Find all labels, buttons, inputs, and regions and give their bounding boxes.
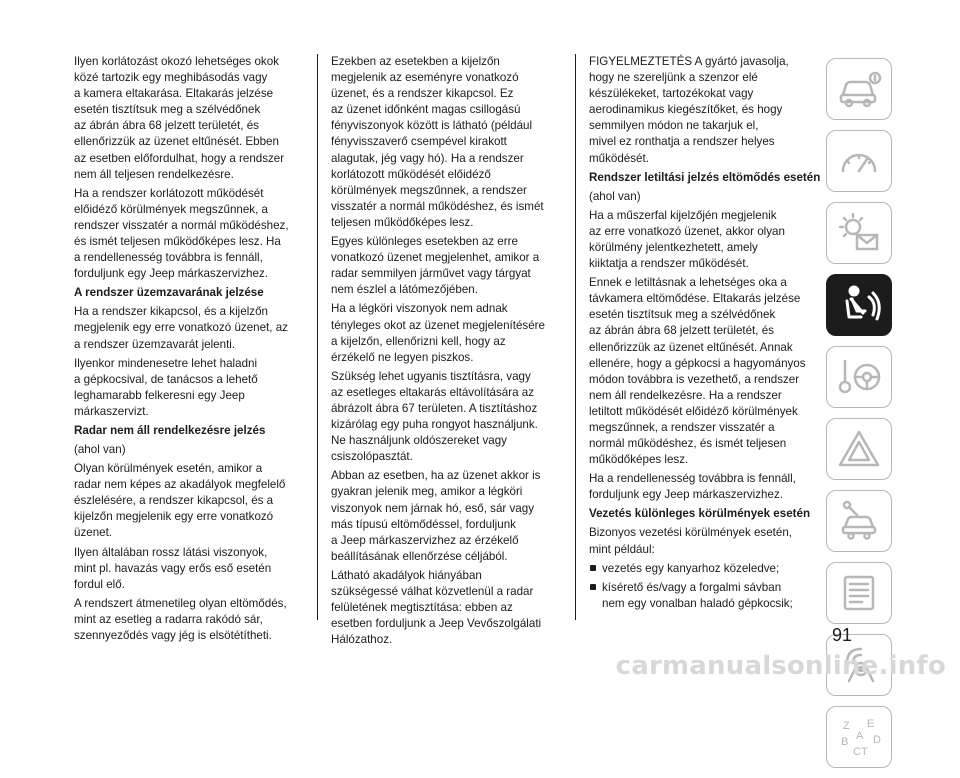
paragraph: Ha a légköri viszonyok nem adnak tényleges okot az üzenet megjelenítésére a kijelzőn, ellenőrizni kell, hogy az érzékelő ne legyen piszkos.: [331, 302, 545, 364]
svg-text:D: D: [873, 734, 881, 746]
svg-text:C: C: [853, 746, 861, 758]
tab-maintenance[interactable]: [826, 490, 892, 552]
paragraph: (ahol van): [74, 442, 126, 456]
list-item: kísérető és/vagy a forgalmi sávban nem egy vonalban haladó gépkocsik;: [589, 580, 825, 612]
tab-dashboard[interactable]: [826, 130, 892, 192]
specifications-list-icon: [835, 571, 883, 615]
list-item: vezetés egy kanyarhoz közeledve;: [589, 561, 825, 577]
seat-safety-airbag-icon: [835, 283, 883, 327]
tab-index[interactable]: [826, 706, 892, 768]
paragraph: Olyan körülmények esetén, amikor a radar nem képes az akadályok megfelelő észlelésére, a rendszer kikapcsol, és a kijelzőn megjelenik egy erre vonatkozó üzenet.: [74, 462, 286, 540]
paragraph: Szükség lehet ugyanis tisztításra, vagy az esetleges eltakarás eltávolítására az ábrázolt ábra 67 területen. A tisztításhoz kizárólag egy puha rongyot használjunk. Ne használjunk oldószereket vagy csiszolópasztát.: [331, 369, 538, 464]
svg-text:A: A: [856, 730, 864, 742]
lights-sun-envelope-icon: [835, 211, 883, 255]
section-heading: A rendszer üzemzavarának jelzése: [74, 286, 264, 300]
paragraph: Ha a rendszer kikapcsol, és a kijelzőn megjelenik egy erre vonatkozó üzenet, az a rendszer üzemzavarát jelenti.: [74, 305, 288, 351]
tab-safety[interactable]: [826, 274, 892, 336]
paragraph: Ha a műszerfal kijelzőjén megjelenik az erre vonatkozó üzenet, akkor olyan körülmény jelentkezhetett, amely kiiktatja a rendszer működését.: [589, 208, 785, 271]
paragraph: (ahol van): [589, 189, 641, 203]
paragraph: Egyes különleges esetekben az erre vonatkozó üzenet megjelenhet, amikor a radar semmilyen járművet vagy tárgyat nem észlel a látómezőjében.: [331, 235, 540, 297]
tab-specifications[interactable]: [826, 562, 892, 624]
paragraph: Ha a rendellenesség továbbra is fennáll, forduljunk egy Jeep márkaszervizhez.: [589, 472, 796, 502]
paragraph: Ilyen általában rossz látási viszonyok, mint pl. havazás vagy erős eső esetén fordul elő.: [74, 545, 272, 591]
text-column-3: [589, 54, 825, 615]
alphabetical-index-icon: [835, 715, 883, 759]
svg-text:Z: Z: [843, 720, 850, 732]
section-heading: Vezetés különleges körülmények esetén: [589, 507, 811, 521]
svg-text:E: E: [867, 718, 875, 730]
watermark: carmanualsonline.info: [615, 651, 946, 681]
tab-car-info[interactable]: [826, 58, 892, 120]
paragraph: Ilyen korlátozást okozó lehetséges okok közé tartozik egy meghibásodás vagy a kamera eltakarása. Eltakarás jelzése esetén tisztítsuk meg a szélvédőnek az ábrán ábra 68 jelzett területét, és ellenőrizzük az üzenet eltűnését. Ebben az esetben előfordulhat, hogy a rendszer nem áll teljesen rendelkezésre.: [74, 55, 285, 181]
section-heading: Rendszer letiltási jelzés eltömődés esetén: [589, 170, 821, 184]
svg-text:T: T: [861, 746, 868, 758]
tab-emergency[interactable]: [826, 418, 892, 480]
paragraph: A rendszert átmenetileg olyan eltömődés, mint az esetleg a radarra rakódó sár, szennyeződés vagy jég is elsötétítheti.: [74, 596, 287, 642]
dashboard-gauge-icon: [835, 139, 883, 183]
tab-starting-driving[interactable]: [826, 346, 892, 408]
paragraph: Ilyenkor mindenesetre lehet haladni a gépkocsival, de tanácsos a lehető leghamarabb felkeresni egy Jeep márkaszervizt.: [74, 356, 258, 418]
tab-lights[interactable]: [826, 202, 892, 264]
text-column-1: [74, 54, 310, 647]
text-column-2: [331, 54, 567, 651]
wrench-car-icon: [835, 499, 883, 543]
paragraph: Bizonyos vezetési körülmények esetén, mint például:: [589, 526, 792, 556]
paragraph: Ha a rendszer korlátozott működését előidéző körülmények megszűnnek, a rendszer visszatér a normál működéshez, és ismét teljesen működőképes lesz. Ha a rendellenesség továbbra is fennáll, forduljunk egy Jeep márkaszervizhez.: [74, 186, 289, 281]
column-divider: [317, 54, 318, 620]
warning-paragraph: FIGYELMEZTETÉS A gyártó javasolja, hogy ne szereljünk a szenzor elé készülékeket, tartozékokat vagy aerodinamikus kiegészítőket, és hogy semmilyen módon ne takarjuk el, mivel ez ronthatja a rendszer helyes működését.: [589, 55, 789, 165]
car-info-icon: [835, 67, 883, 111]
section-heading: Radar nem áll rendelkezésre jelzés: [74, 423, 266, 437]
svg-text:B: B: [841, 736, 849, 748]
paragraph: Látható akadályok hiányában szükségessé válhat közvetlenül a radar felületének megtisztítása: ebben az esetben forduljunk a Jeep Vevőszolgálati Hálózathoz.: [331, 568, 542, 647]
page-number: 91: [832, 625, 853, 645]
paragraph: Ezekben az esetekben a kijelzőn megjelenik az eseményre vonatkozó üzenet, és a rendszer kikapcsol. Ez az üzenet időnként magas csillogású fényviszonyok között is látható (például fényvisszaverő csempével kirakott alagutak, jég vagy hó). Ha a rendszer korlátozott működését előidéző körülmények megszűnnek, a rendszer visszatér a normál működéshez, és ismét teljesen működőképes lesz.: [331, 55, 544, 229]
paragraph: Abban az esetben, ha az üzenet akkor is gyakran jelenik meg, amikor a légköri viszonyok nem járnak hó, eső, sár vagy más típusú eltömődéssel, forduljunk a Jeep márkaszervizhez az érzékelő beállításának ellenőrzése céljából.: [331, 469, 541, 563]
steering-wheel-key-icon: [835, 355, 883, 399]
paragraph: Ennek e letiltásnak a lehetséges oka a távkamera eltömődése. Eltakarás jelzése esetén tisztítsuk meg a szélvédőnek az ábrán ábra 68 jelzett területét, és ellenőrizzük az üzenet eltűnését. Annak ellenére, hogy a gépkocsi a hagyományos módon továbbra is vezethető, a rendszer nem áll rendelkezésre. Ha a rendszer letiltott működését előidéző körülmények megszűnnek, a rendszer visszatér a normál működéshez, és ismét teljesen működőképes lesz.: [589, 276, 806, 467]
column-divider: [575, 54, 576, 620]
warning-triangle-icon: [835, 427, 883, 471]
